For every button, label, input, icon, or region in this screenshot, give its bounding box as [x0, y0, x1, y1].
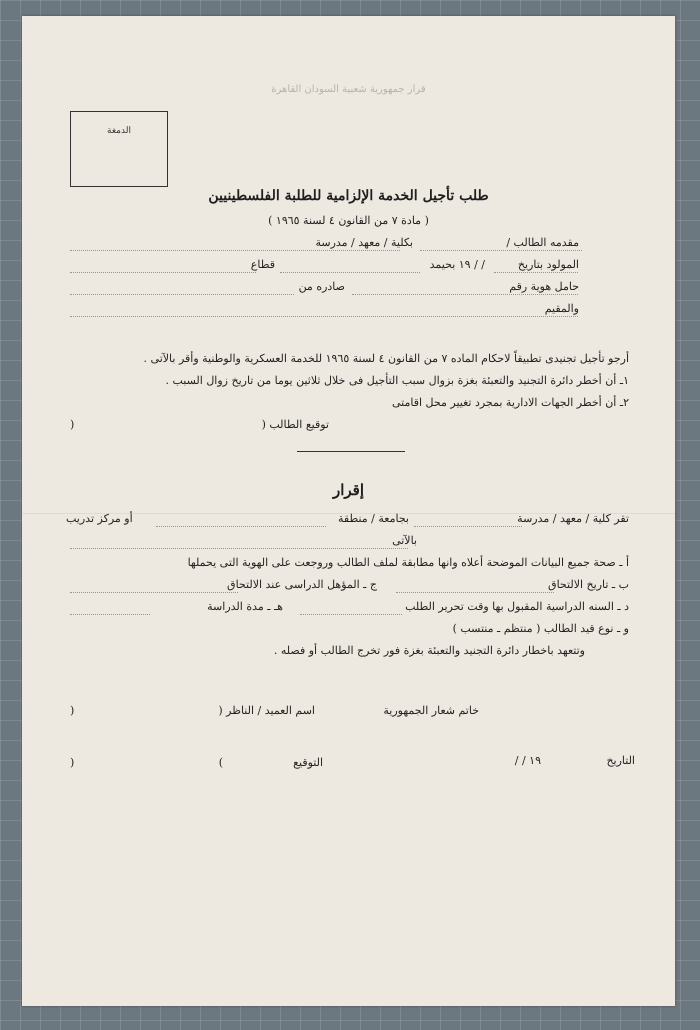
birth-date-template: / / ١٩ بحيمد	[429, 258, 485, 271]
declaration-item-c: ج ـ المؤهل الدراسى عند الالتحاق	[227, 578, 377, 591]
field-birth-place[interactable]	[494, 272, 578, 273]
declaration-line-1b: بجامعة / منطقة	[337, 512, 409, 525]
faint-header-text: قرار جمهورية شعبية السودان القاهرة	[271, 84, 426, 95]
declaration-heading: إقرار	[332, 481, 365, 499]
label-applicant: مقدمه الطالب /	[506, 236, 579, 249]
field-study-duration[interactable]	[70, 614, 150, 615]
label-residence: والمقيم	[544, 302, 579, 315]
label-college: بكلية / معهد / مدرسة	[315, 236, 413, 249]
field-birth-area[interactable]	[280, 272, 420, 273]
form-subtitle: ( مادة ٧ من القانون ٤ لسنة ١٩٦٥ )	[268, 214, 429, 227]
declaration-line-1a: تقر كلية / معهد / مدرسة	[517, 512, 629, 525]
dean-name-close: )	[70, 704, 75, 717]
field-study-year[interactable]	[300, 614, 402, 615]
declaration-item-d: د ـ السنه الدراسية المقبول بها وقت تحرير الطلب	[405, 600, 629, 613]
stamp-label: الدمغة	[107, 126, 131, 136]
label-id-number: حامل هوية رقم	[509, 280, 579, 293]
dean-name-label: اسم العميد / الناظر (	[218, 704, 315, 717]
request-item-2: ٢ـ أن أخطر الجهات الادارية بمجرد تغيير محل اقامتى	[392, 396, 629, 409]
label-issued-from: صادره من	[298, 280, 345, 293]
field-applicant-name[interactable]	[420, 250, 582, 251]
field-id-number[interactable]	[352, 294, 578, 295]
form-paper	[22, 16, 675, 1006]
date-label: التاريخ	[606, 754, 635, 767]
field-declaring-college[interactable]	[414, 526, 522, 527]
field-sector[interactable]	[70, 272, 256, 273]
section-divider	[297, 451, 405, 452]
field-residence[interactable]	[70, 316, 578, 317]
field-enrollment-date[interactable]	[396, 592, 554, 593]
stamp-box	[70, 111, 168, 187]
label-sector: قطاع	[250, 258, 275, 271]
signature-open: (	[218, 756, 223, 769]
student-signature-label: توقيع الطالب (	[261, 418, 329, 431]
field-college[interactable]	[70, 250, 400, 251]
field-declaration-extra[interactable]	[70, 548, 408, 549]
field-issued-from[interactable]	[70, 294, 294, 295]
declaration-item-a: أ ـ صحة جميع البيانات الموضحة أعلاه وانها مطابقة لملف الطالب وروجعت على الهوية التى يحملها	[187, 556, 629, 569]
declaration-item-w: و ـ نوع قيد الطالب ( منتظم ـ منتسب )	[452, 622, 629, 635]
label-birth-date: المولود بتاريخ	[517, 258, 579, 271]
declaration-item-b: ب ـ تاريخ الالتحاق	[548, 578, 629, 591]
declaration-item-h: هـ ـ مدة الدراسة	[207, 600, 283, 613]
field-university[interactable]	[156, 526, 326, 527]
request-paragraph: أرجو تأجيل تجنيدى تطبيقاً لاحكام الماده ٧ من القانون ٤ لسنة ١٩٦٥ للخدمة العسكرية والوطنية وأقر بالآتى .	[143, 352, 629, 365]
signature-label: التوقيع	[293, 756, 323, 769]
student-signature-close: )	[70, 418, 75, 431]
field-qualification[interactable]	[70, 592, 238, 593]
form-title: طلب تأجيل الخدمة الإلزامية للطلبة الفلسطينيين	[208, 188, 489, 204]
date-value: / / ١٩	[514, 754, 541, 767]
republic-seal-label: خاتم شعار الجمهورية	[383, 704, 479, 717]
signature-close: )	[70, 756, 75, 769]
declaration-commitment: وتتعهد باخطار دائرة التجنيد والتعبئة بغزة فور تخرج الطالب أو فصله .	[273, 644, 585, 657]
declaration-line-1c: أو مركز تدريب	[66, 512, 133, 525]
declaration-line-2: بالآتى	[392, 534, 417, 547]
request-item-1: ١ـ أن أخطر دائرة التجنيد والتعبئة بغزة بزوال سبب التأجيل فى خلال ثلاثين يوما من تاريخ زوال السبب .	[165, 374, 629, 387]
